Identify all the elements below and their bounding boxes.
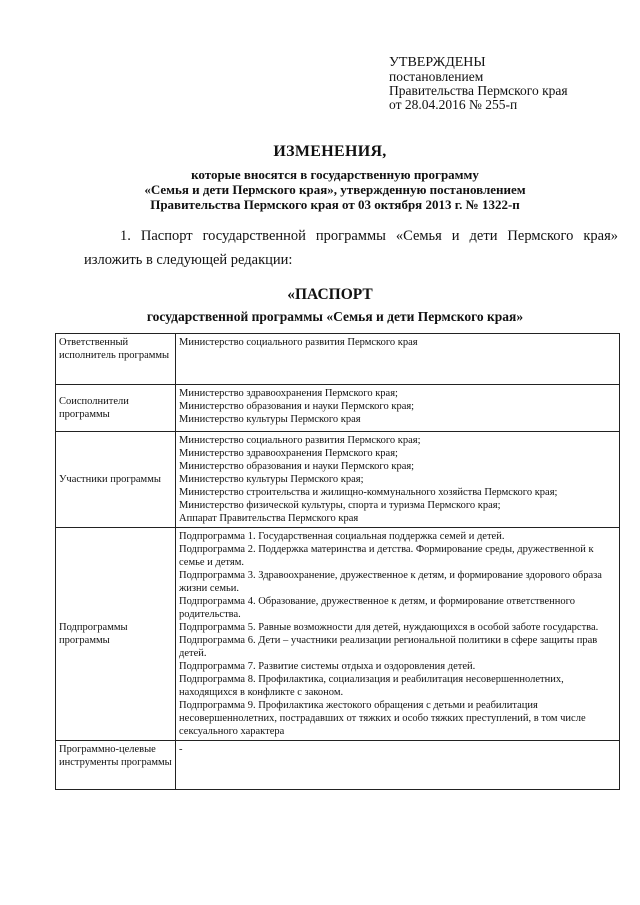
passport-table: [55, 333, 620, 790]
title-line: «Семья и дети Пермского края», утвержденную постановлением: [144, 182, 526, 197]
row-label: Соисполнители программы: [56, 385, 176, 432]
row-label: Программно-целевые инструменты программы: [56, 741, 176, 790]
content-line: Подпрограмма 6. Дети – участники реализации региональной политики в сфере защиты прав детей.: [179, 635, 598, 659]
content-line: -: [179, 744, 183, 755]
table-row: [56, 385, 620, 432]
content-line: Министерство физической культуры, спорта и туризма Пермского края;: [179, 500, 501, 511]
content-line: Аппарат Правительства Пермского края: [179, 513, 359, 524]
content-line: Министерство культуры Пермского края;: [179, 474, 364, 485]
content-line: Подпрограмма 4. Образование, дружественное к детям, и формирование ответственного родительства.: [179, 596, 575, 620]
table-row: [56, 528, 620, 741]
content-line: Министерство социального развития Пермского края: [179, 337, 418, 348]
approval-line: Правительства Пермского края: [389, 83, 568, 98]
content-line: Подпрограмма 8. Профилактика, социализация и реабилитация несовершеннолетних, находящихся в конфликте с законом.: [179, 674, 564, 698]
content-line: Подпрограмма 3. Здравоохранение, дружественное к детям, и формирование здорового образа жизни семьи.: [179, 570, 602, 594]
approval-heading: УТВЕРЖДЕНЫ: [389, 55, 486, 70]
content-line: Подпрограмма 1. Государственная социальная поддержка семей и детей.: [179, 531, 505, 542]
passport-title: «ПАСПОРТ: [287, 286, 373, 303]
approval-stamp: [389, 56, 629, 112]
row-content: [176, 432, 620, 528]
title-line: Правительства Пермского края от 03 октября 2013 г. № 1322-п: [150, 197, 520, 212]
content-line: Подпрограмма 7. Развитие системы отдыха и оздоровления детей.: [179, 661, 476, 672]
content-line: Подпрограмма 9. Профилактика жестокого обращения с детьми и реабилитация несовершеннолетних, пострадавших от тяжких и особо тяжких преступлений, в том числе сексуального характера: [179, 700, 586, 737]
table-row: [56, 334, 620, 385]
content-line: Подпрограмма 5. Равные возможности для детей, нуждающихся в особой заботе государства.: [179, 622, 599, 633]
body-paragraph: 1. Паспорт государственной программы «Семья и дети Пермского края» изложить в следующей редакции:: [84, 228, 618, 268]
table-row: [56, 741, 620, 790]
content-line: Подпрограмма 2. Поддержка материнства и детства. Формирование среды, дружественной к семье и детям.: [179, 544, 594, 568]
content-line: Министерство социального развития Пермского края;: [179, 435, 421, 446]
content-line: Министерство здравоохранения Пермского края;: [179, 388, 398, 399]
row-label: Ответственный исполнитель программы: [56, 334, 176, 385]
title-main: ИЗМЕНЕНИЯ,: [273, 143, 387, 160]
document-title: [0, 143, 640, 212]
row-content: [176, 385, 620, 432]
content-line: Министерство культуры Пермского края: [179, 414, 361, 425]
row-content: [176, 528, 620, 741]
passport-heading: [0, 286, 640, 325]
passport-subtitle: государственной программы «Семья и дети Пермского края»: [146, 309, 524, 324]
title-subtitle: [30, 167, 640, 212]
content-line: Министерство образования и науки Пермского края;: [179, 461, 415, 472]
approval-line: постановлением: [389, 69, 484, 84]
row-content: [176, 334, 620, 385]
content-line: Министерство здравоохранения Пермского края;: [179, 448, 398, 459]
table-row: [56, 432, 620, 528]
row-label: Участники программы: [56, 432, 176, 528]
content-line: Министерство строительства и жилищно-коммунального хозяйства Пермского края;: [179, 487, 558, 498]
approval-line: от 28.04.2016 № 255-п: [389, 97, 518, 112]
row-label: Подпрограммы программы: [56, 528, 176, 741]
row-content: [176, 741, 620, 790]
title-line: которые вносятся в государственную программу: [191, 167, 479, 182]
content-line: Министерство образования и науки Пермского края;: [179, 401, 415, 412]
